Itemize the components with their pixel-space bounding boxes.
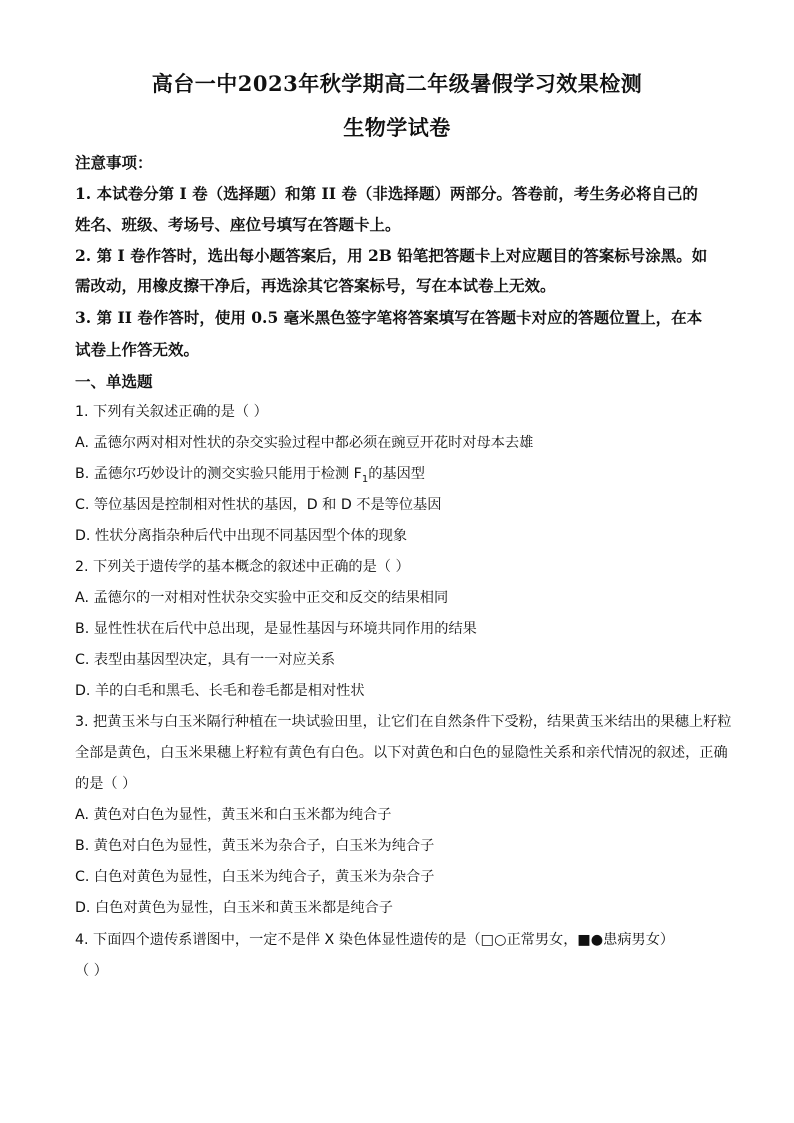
exam-subtitle: 生物学试卷: [343, 115, 451, 140]
q3-option-c: C. 白色对黄色为显性，白玉米为纯合子，黄玉米为杂合子: [75, 869, 435, 885]
q1-stem: 1. 下列有关叙述正确的是（ ）: [75, 404, 268, 420]
exam-title: 高台一中2023年秋学期高二年级暑假学习效果检测: [151, 71, 643, 96]
q2-option-b: B. 显性性状在后代中总出现，是显性基因与环境共同作用的结果: [75, 621, 477, 637]
q2-option-a: A. 孟德尔的一对相对性状杂交实验中正交和反交的结果相同: [75, 590, 449, 606]
q2-option-c: C. 表型由基因型决定，具有一一对应关系: [75, 652, 336, 668]
q3-stem-line-2: 全部是黄色，白玉米果穗上籽粒有黄色有白色。以下对黄色和白色的显隐性关系和亲代情况的叙述，正确: [75, 745, 728, 761]
q2-option-d: D. 羊的白毛和黑毛、长毛和卷毛都是相对性状: [75, 683, 365, 699]
q1-option-b: B. 孟德尔巧妙设计的测交实验只能用于检测 $F_1$的基因型: [75, 466, 425, 485]
q4-stem-line-2: （ ）: [75, 963, 108, 979]
q1-option-a: A. 孟德尔两对相对性状的杂交实验过程中都必须在豌豆开花时对母本去雄: [75, 435, 534, 451]
q3-option-a: A. 黄色对白色为显性，黄玉米和白玉米都为纯合子: [75, 807, 392, 823]
notice-heading: 注意事项：: [75, 153, 153, 172]
q4-stem-line-1: 4. 下面四个遗传系谱图中，一定不是伴 X 染色体显性遗传的是（□○正常男女，■●患病男女）: [75, 932, 675, 948]
q1-option-c: C. 等位基因是控制相对性状的基因，D 和 D 不是等位基因: [75, 497, 442, 513]
q3-option-d: D. 白色对黄色为显性，白玉米和黄玉米都是纯合子: [75, 900, 393, 916]
section-heading: 一、单选题: [75, 372, 153, 391]
q2-stem: 2. 下列关于遗传学的基本概念的叙述中正确的是（ ）: [75, 559, 410, 575]
notice-line-4: 需改动，用橡皮擦干净后，再选涂其它答案标号，写在本试卷上无效。: [75, 276, 556, 295]
notice-line-6: 试卷上作答无效。: [75, 340, 200, 359]
q3-stem-line-1: 3. 把黄玉米与白玉米隔行种植在一块试验田里，让它们在自然条件下受粉，结果黄玉米结出的果穗上籽粒: [75, 714, 732, 730]
q3-stem-line-3: 的是（ ）: [75, 776, 137, 792]
notice-line-2: 姓名、班级、考场号、座位号填写在答题卡上。: [75, 215, 401, 234]
q1-option-d: D. 性状分离指杂种后代中出现不同基因型个体的现象: [75, 528, 408, 544]
notice-line-5: 3. 第 II 卷作答时，使用 0.5 毫米黑色签字笔将答案填写在答题卡对应的答题位置上，在本: [75, 308, 703, 327]
q3-option-b: B. 黄色对白色为显性，黄玉米为杂合子，白玉米为纯合子: [75, 838, 435, 854]
notice-line-3: 2. 第 I 卷作答时，选出每小题答案后，用 2B 铅笔把答题卡上对应题目的答案标号涂黑。如: [75, 246, 708, 265]
notice-line-1: 1. 本试卷分第 I 卷（选择题）和第 II 卷（非选择题）两部分。答卷前，考生务必将自己的: [75, 184, 698, 203]
